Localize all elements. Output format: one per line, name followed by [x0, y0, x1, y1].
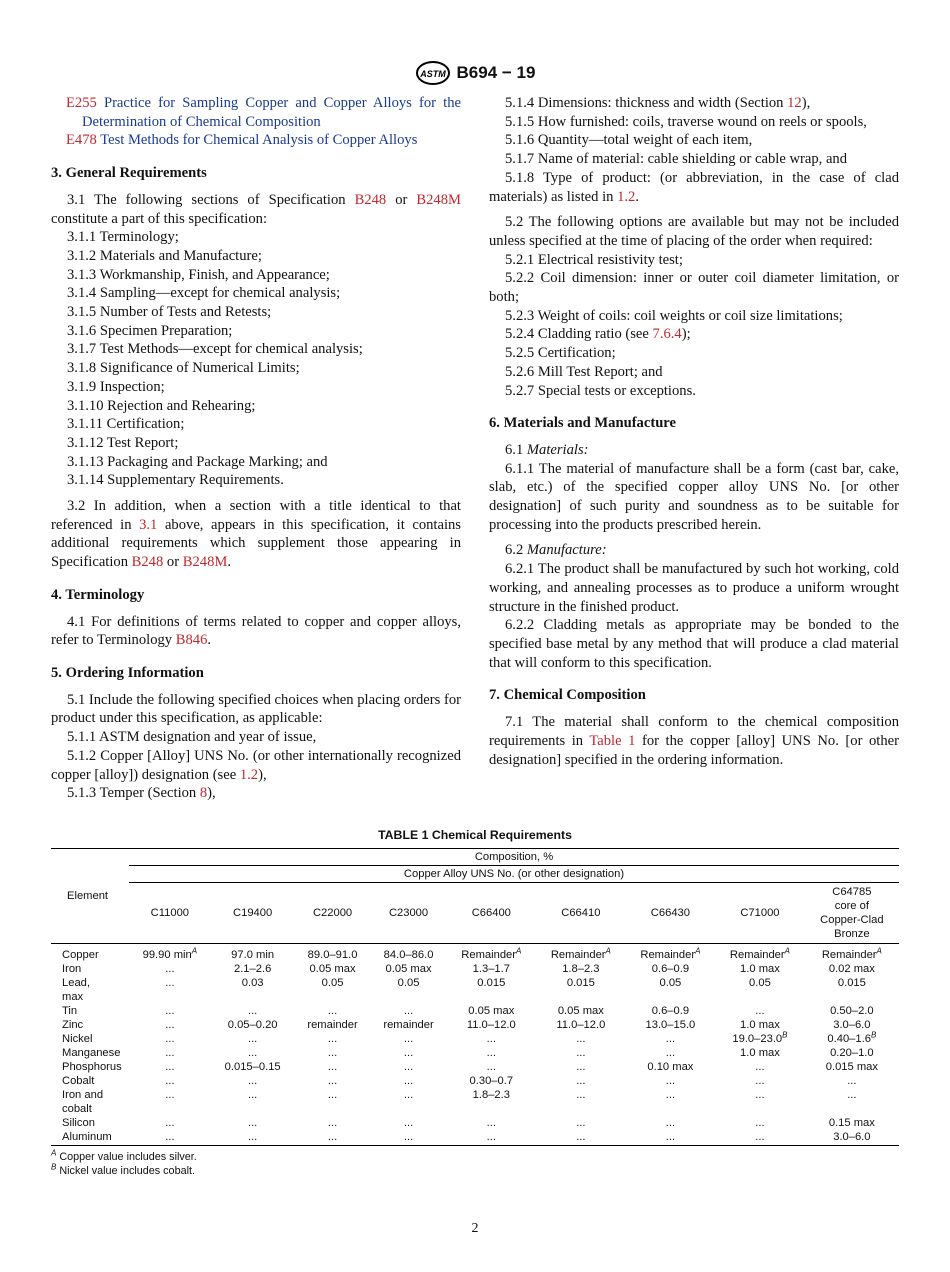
value-cell: 1.8–2.3: [562, 963, 600, 975]
value-cell: ...: [371, 1130, 447, 1146]
element-header: Element: [51, 849, 129, 944]
section-5-heading: 5. Ordering Information: [51, 664, 204, 681]
value-cell: 13.0–15.0: [645, 1019, 696, 1031]
list-item: 5.1.1 ASTM designation and year of issue,: [67, 729, 317, 746]
element-cell: Zinc: [62, 1019, 84, 1031]
table-row: [51, 1088, 899, 1116]
value-cell: ...: [129, 1130, 211, 1146]
page-header: [0, 60, 950, 86]
value-cell: Remainder$^A$: [461, 946, 522, 961]
value-cell: ...: [403, 1033, 414, 1045]
para-5-1: 5.1 Include the following specified choices when placing orders for product under this specification, as applicable:: [51, 691, 461, 727]
value-cell: 0.05 max: [309, 963, 356, 975]
value-cell: ...: [247, 1047, 258, 1059]
value-cell: ...: [665, 1117, 676, 1129]
table-row: [51, 1116, 899, 1130]
chemical-requirements-table: [51, 848, 899, 1146]
value-cell: ...: [327, 1005, 338, 1017]
value-cell: Remainder$^A$: [729, 946, 790, 961]
value-cell: $19.0-23.0^B$: [732, 1030, 788, 1045]
value-cell: remainder: [383, 1019, 434, 1031]
value-cell: 0.50–2.0: [830, 1005, 874, 1017]
list-item: 3.1.10 Rejection and Rehearing;: [67, 397, 256, 414]
value-cell: ...: [247, 1075, 258, 1087]
table-title: TABLE 1 Chemical Requirements: [378, 828, 572, 842]
value-cell: 0.03: [241, 977, 264, 989]
ref-1-2[interactable]: 1.2: [239, 766, 259, 783]
value-cell: ...: [165, 1075, 175, 1087]
value-cell: ...: [755, 1075, 765, 1087]
value-cell: 0.05 max: [557, 1005, 604, 1017]
ref-b846[interactable]: B846: [175, 632, 208, 649]
ref-b248m[interactable]: B248M: [182, 554, 228, 571]
value-cell: ...: [165, 1033, 175, 1045]
list-item: 3.1.1 Terminology;: [67, 229, 179, 246]
document-designation: B694 − 19: [456, 63, 536, 82]
table-row: [51, 962, 899, 976]
value-cell: 97.0 min: [231, 949, 275, 961]
value-cell: Remainder$^A$: [821, 946, 882, 961]
ref-3-1[interactable]: 3.1: [139, 516, 158, 533]
element-cell: Lead, max: [62, 977, 90, 1003]
value-cell: 0.015: [837, 977, 866, 989]
value-cell: ...: [327, 1047, 338, 1059]
value-cell: ...: [165, 1047, 175, 1059]
value-cell: 99.90 $\min^A$: [142, 946, 198, 961]
alloy-header: Copper Alloy UNS No. (or other designation): [129, 866, 899, 883]
astm-logo-icon: [415, 60, 451, 86]
value-cell: 1.8–2.3: [472, 1089, 510, 1101]
table-row: [51, 1032, 899, 1046]
list-item: 5.2.1 Electrical resistivity test;: [505, 251, 683, 268]
list-item: 3.1.11 Certification;: [67, 416, 185, 433]
value-cell: ...: [327, 1117, 338, 1129]
value-cell: ...: [327, 1075, 338, 1087]
list-item: 3.1.4 Sampling—except for chemical analysis;: [67, 285, 341, 302]
left-column: [51, 94, 461, 803]
column-header: C22000: [295, 883, 371, 944]
composition-header: Composition, %: [129, 849, 899, 866]
list-item: 5.1.8 Type of product: (or abbreviation, in the case of clad materials) as listed in 1.2.: [489, 169, 899, 205]
footnote-b: $^B$ Nickel value includes cobalt.: [51, 1161, 195, 1177]
value-cell: 11.0–12.0: [556, 1019, 606, 1031]
value-cell: ...: [165, 1019, 175, 1031]
element-cell: Cobalt: [62, 1075, 95, 1087]
value-cell: ...: [536, 1130, 626, 1146]
value-cell: 1.0 max: [740, 1047, 780, 1059]
page-number: 2: [471, 1221, 479, 1236]
value-cell: 11.0–12.0: [466, 1019, 516, 1031]
ref-b248[interactable]: B248: [354, 191, 387, 208]
value-cell: 0.015: [566, 977, 595, 989]
table-row: [51, 1130, 899, 1146]
value-cell: 3.0–6.0: [805, 1130, 899, 1146]
value-cell: 0.05–0.20: [227, 1019, 278, 1031]
footnote-a: $^A$ Copper value includes silver.: [51, 1148, 197, 1163]
column-header: C19400: [211, 883, 295, 944]
section-6-heading: 6. Materials and Manufacture: [489, 415, 676, 432]
value-cell: 1.0 max: [740, 963, 780, 975]
value-cell: ...: [165, 977, 175, 989]
para-6-2-1: 6.2.1 The product shall be manufactured by such hot working, cold working, and annealing processes as to produce a uniform wrought structure in the finished product.: [489, 561, 899, 615]
value-cell: 0.02 max: [828, 963, 875, 975]
value-cell: ...: [576, 1047, 586, 1059]
list-item: 5.1.2 Copper [Alloy] UNS No. (or other internationally recognized copper [alloy]) designation (see 1.2),: [51, 747, 461, 783]
value-cell: 89.0–91.0: [307, 949, 358, 961]
para-5-2: 5.2 The following options are available but may not be included unless specified at the time of placing of the order when required:: [489, 214, 899, 249]
list-item: 5.2.6 Mill Test Report; and: [505, 363, 663, 380]
section-7-heading: 7. Chemical Composition: [489, 687, 646, 704]
ref-section-8[interactable]: 8: [199, 785, 208, 802]
list-item: 5.1.3 Temper (Section 8),: [67, 785, 216, 802]
value-cell: ...: [165, 963, 175, 975]
column-header: C66400: [447, 883, 537, 944]
value-cell: 84.0–86.0: [383, 949, 434, 961]
column-header: C66430: [626, 883, 716, 944]
para-6-1: 6.1 Materials:: [505, 441, 589, 458]
para-3-1: 3.1 The following sections of Specification B248 or B248M constitute a part of this specification:: [51, 191, 461, 227]
value-cell: 0.6–0.9: [651, 1005, 690, 1017]
para-3-2: 3.2 In addition, when a section with a title identical to that referenced in 3.1 above, appears in this specification, it contains additional requirements which supplement those appearing in Specification B248 or B248M.: [51, 498, 461, 571]
value-cell: 0.05: [749, 977, 771, 989]
value-cell: ...: [847, 1089, 857, 1101]
ref-1-2[interactable]: 1.2: [617, 188, 636, 205]
value-cell: ...: [403, 1117, 414, 1129]
table-row: [51, 1046, 899, 1060]
section-3-heading: 3. General Requirements: [51, 165, 207, 182]
value-cell: ...: [327, 1061, 338, 1073]
ref-b248[interactable]: B248: [131, 554, 164, 571]
element-cell: Manganese: [62, 1047, 121, 1059]
value-cell: 0.05: [659, 977, 682, 989]
table-footnotes: [51, 1148, 899, 1178]
value-cell: 0.015 max: [825, 1061, 878, 1073]
ref-b248m[interactable]: B248M: [416, 191, 461, 208]
value-cell: 0.015: [477, 977, 506, 989]
value-cell: ...: [165, 1005, 175, 1017]
ref-section-12[interactable]: 12: [787, 95, 802, 111]
element-cell: Nickel: [62, 1033, 93, 1045]
para-4-1: 4.1 For definitions of terms related to copper and copper alloys, refer to Terminology B846.: [51, 613, 461, 649]
value-cell: remainder: [307, 1019, 358, 1031]
value-cell: 0.10 max: [647, 1061, 694, 1073]
list-item: 5.1.6 Quantity—total weight of each item,: [505, 132, 753, 149]
value-cell: 0.30–0.7: [469, 1075, 514, 1087]
para-6-2-2: 6.2.2 Cladding metals as appropriate may be bonded to the specified base metal by any method that will produce a clad material that will conform to this specification.: [489, 617, 899, 671]
value-cell: ...: [327, 1089, 338, 1101]
list-item: 3.1.8 Significance of Numerical Limits;: [67, 360, 300, 377]
value-cell: 0.05: [397, 977, 420, 989]
table-row: [51, 944, 899, 963]
svg-text:ASTM: ASTM: [419, 69, 446, 79]
list-item: 5.1.4 Dimensions: thickness and width (Section 12),: [505, 95, 811, 111]
value-cell: ...: [576, 1075, 586, 1087]
value-cell: Remainder$^A$: [640, 946, 701, 961]
table-body: [51, 944, 899, 1146]
value-cell: 1.3–1.7: [472, 963, 510, 975]
column-header: C71000: [715, 883, 805, 944]
value-cell: ...: [403, 1075, 414, 1087]
reference-e478: E478 Test Methods for Chemical Analysis of Copper Alloys: [66, 132, 418, 149]
value-cell: ...: [165, 1061, 175, 1073]
right-column: [489, 94, 899, 769]
ref-table-1[interactable]: Table 1: [589, 732, 636, 749]
value-cell: ...: [403, 1061, 414, 1073]
value-cell: ...: [486, 1033, 496, 1045]
value-cell: ...: [576, 1033, 586, 1045]
table-row: [51, 976, 899, 1004]
list-item: 5.1.5 How furnished: coils, traverse wound on reels or spools,: [505, 113, 867, 130]
value-cell: ...: [247, 1005, 258, 1017]
value-cell: ...: [576, 1061, 586, 1073]
list-item: 3.1.2 Materials and Manufacture;: [67, 247, 262, 264]
value-cell: ...: [665, 1089, 676, 1101]
para-7-1: 7.1 The material shall conform to the chemical composition requirements in Table 1 for the copper [alloy] UNS No. [or other designation] specified in the ordering information.: [489, 714, 899, 768]
value-cell: ...: [403, 1005, 414, 1017]
table-row: [51, 1004, 899, 1018]
ref-7-6-4[interactable]: 7.6.4: [652, 326, 682, 343]
element-cell: Iron and cobalt: [62, 1089, 104, 1115]
element-cell: Aluminum: [51, 1130, 129, 1146]
value-cell: ...: [576, 1117, 586, 1129]
list-item: 3.1.5 Number of Tests and Retests;: [67, 304, 272, 321]
reference-e255: E255 Practice for Sampling Copper and Copper Alloys for the Determination of Chemical Composition: [66, 95, 461, 130]
list-item: 3.1.9 Inspection;: [67, 378, 165, 395]
element-cell: Silicon: [62, 1117, 95, 1129]
table-1: [51, 828, 899, 1178]
value-cell: ...: [211, 1130, 295, 1146]
para-6-2: 6.2 Manufacture:: [505, 542, 607, 559]
value-cell: ...: [755, 1061, 765, 1073]
list-item: 3.1.6 Specimen Preparation;: [67, 322, 233, 339]
value-cell: ...: [403, 1089, 414, 1101]
value-cell: 1.0 max: [740, 1019, 780, 1031]
table-row: [51, 1018, 899, 1032]
value-cell: ...: [247, 1089, 258, 1101]
element-cell: Copper: [62, 949, 99, 961]
ref-link-e478[interactable]: E478: [66, 132, 97, 149]
column-header: C23000: [371, 883, 447, 944]
value-cell: ...: [247, 1117, 258, 1129]
value-cell: ...: [755, 1089, 765, 1101]
value-cell: 0.15 max: [828, 1117, 875, 1129]
list-item: 3.1.14 Supplementary Requirements.: [67, 472, 284, 489]
value-cell: ...: [165, 1117, 175, 1129]
value-cell: 2.1–2.6: [233, 963, 272, 975]
para-6-1-1: 6.1.1 The material of manufacture shall be a form (cast bar, cake, slab, etc.) of the specified copper alloy UNS No. [or other designation] of such purity and soundness as to be suitable for processing into the products prescribed herein.: [489, 460, 899, 533]
value-cell: 0.015–0.15: [224, 1061, 281, 1073]
value-cell: ...: [755, 1117, 765, 1129]
list-item: 5.2.4 Cladding ratio (see 7.6.4);: [505, 326, 691, 343]
section-4-heading: 4. Terminology: [51, 586, 145, 603]
list-item: 3.1.12 Test Report;: [67, 434, 179, 451]
value-cell: 0.20–1.0: [830, 1047, 874, 1059]
value-cell: ...: [447, 1130, 537, 1146]
list-item: 3.1.7 Test Methods—except for chemical analysis;: [67, 341, 363, 358]
value-cell: ...: [755, 1005, 765, 1017]
list-item: 5.1.7 Name of material: cable shielding or cable wrap, and: [505, 151, 848, 168]
element-cell: Iron: [62, 963, 82, 975]
value-cell: ...: [665, 1047, 676, 1059]
ref-link-e255[interactable]: E255: [66, 95, 97, 111]
list-item: 5.2.3 Weight of coils: coil weights or coil size limitations;: [505, 307, 843, 324]
value-cell: ...: [486, 1061, 496, 1073]
value-cell: ...: [247, 1033, 258, 1045]
value-cell: ...: [327, 1033, 338, 1045]
column-header: C66410: [536, 883, 626, 944]
column-header: C11000: [129, 883, 211, 944]
column-header-c64785: C64785 core of Copper-Clad Bronze: [805, 883, 899, 944]
table-row: [51, 1074, 899, 1088]
value-cell: Remainder$^A$: [550, 946, 611, 961]
list-item: 5.2.2 Coil dimension: inner or outer coil diameter limitation, or both;: [489, 270, 899, 306]
value-cell: ...: [295, 1130, 371, 1146]
value-cell: 0.05: [321, 977, 344, 989]
value-cell: 0.05 max: [468, 1005, 515, 1017]
value-cell: ...: [715, 1130, 805, 1146]
value-cell: $0.40-1.6^B$: [827, 1030, 877, 1045]
value-cell: 0.05 max: [385, 963, 432, 975]
value-cell: 0.6–0.9: [651, 963, 690, 975]
value-cell: ...: [665, 1075, 676, 1087]
value-cell: ...: [403, 1047, 414, 1059]
list-item: 3.1.3 Workmanship, Finish, and Appearance;: [67, 266, 330, 283]
value-cell: ...: [626, 1130, 716, 1146]
element-cell: Tin: [62, 1005, 78, 1017]
value-cell: ...: [847, 1075, 857, 1087]
list-item: 5.2.5 Certification;: [505, 345, 616, 362]
list-item: 5.2.7 Special tests or exceptions.: [505, 382, 696, 399]
value-cell: ...: [576, 1089, 586, 1101]
element-cell: Phosphorus: [62, 1061, 122, 1073]
table-row: [51, 1060, 899, 1074]
value-cell: ...: [165, 1089, 175, 1101]
value-cell: 3.0–6.0: [833, 1019, 871, 1031]
value-cell: ...: [665, 1033, 676, 1045]
value-cell: ...: [486, 1047, 496, 1059]
list-item: 3.1.13 Packaging and Package Marking; and: [67, 453, 328, 470]
value-cell: ...: [486, 1117, 496, 1129]
